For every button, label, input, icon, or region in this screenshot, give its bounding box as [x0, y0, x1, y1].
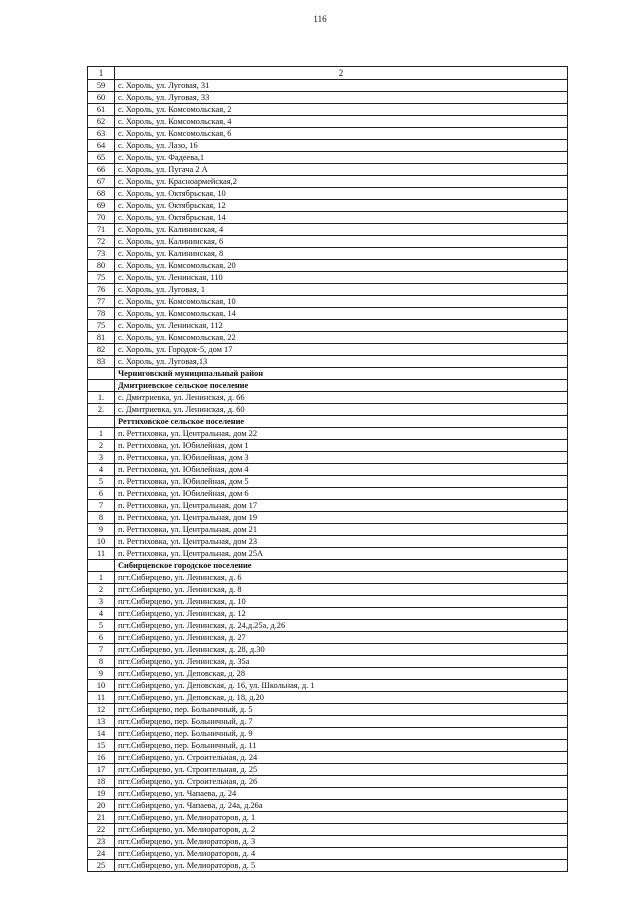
- table-row: [88, 776, 568, 788]
- page-number: 116: [313, 14, 327, 24]
- address-cell: с. Хороль, ул. Октябрьская, 14: [115, 212, 568, 224]
- table-row: [88, 596, 568, 608]
- table-row: [88, 656, 568, 668]
- address-cell: с. Дмитриевка, ул. Ленинская, д. 60: [115, 404, 568, 416]
- row-number: [88, 560, 115, 572]
- row-number: 12: [88, 704, 115, 716]
- address-cell: с. Хороль, ул. Городок-5, дом 17: [115, 344, 568, 356]
- row-number: 77: [88, 296, 115, 308]
- table-row: [88, 488, 568, 500]
- table-row: [88, 452, 568, 464]
- address-cell: с. Хороль, ул. Ленинская, 112: [115, 320, 568, 332]
- address-cell: пгт.Сибирцево, ул. Ленинская, д. 28, д.30: [115, 644, 568, 656]
- row-number: 7: [88, 644, 115, 656]
- table-row: [88, 308, 568, 320]
- table-row: [88, 188, 568, 200]
- address-cell: с. Хороль, ул. Комсомольская, 4: [115, 116, 568, 128]
- row-number: 60: [88, 92, 115, 104]
- table-row: [88, 632, 568, 644]
- address-cell: пгт.Сибирцево, ул. Мелиораторов, д. 5: [115, 860, 568, 872]
- address-cell: с. Дмитриевка, ул. Ленинская, д. 66: [115, 392, 568, 404]
- row-number: 1.: [88, 392, 115, 404]
- table-row: [88, 824, 568, 836]
- address-cell: пгт.Сибирцево, ул. Деповская, д. 16, ул. Школьная, д. 1: [115, 680, 568, 692]
- row-number: 5: [88, 476, 115, 488]
- section-heading: Сибирцевское городское поселение: [115, 560, 568, 572]
- table-row: [88, 860, 568, 872]
- table-row: [88, 92, 568, 104]
- table-row: [88, 620, 568, 632]
- address-cell: п. Реттиховка, ул. Юбилейная, дом 6: [115, 488, 568, 500]
- table-row: [88, 428, 568, 440]
- table-row: [88, 512, 568, 524]
- row-number: 2: [88, 440, 115, 452]
- table-row: [88, 296, 568, 308]
- row-number: 8: [88, 512, 115, 524]
- row-number: 3: [88, 452, 115, 464]
- table-header-row: [88, 67, 568, 80]
- address-cell: п. Реттиховка, ул. Центральная, дом 23: [115, 536, 568, 548]
- address-cell: пгт.Сибирцево, ул. Ленинская, д. 27: [115, 632, 568, 644]
- address-cell: с. Хороль, ул. Лазо, 16: [115, 140, 568, 152]
- row-number: 8: [88, 656, 115, 668]
- table-row: [88, 212, 568, 224]
- address-cell: п. Реттиховка, ул. Центральная, дом 22: [115, 428, 568, 440]
- address-cell: пгт.Сибирцево, ул. Строительная, д. 25: [115, 764, 568, 776]
- row-number: 69: [88, 200, 115, 212]
- table-row: [88, 236, 568, 248]
- address-cell: с. Хороль, ул. Луговая, 1: [115, 284, 568, 296]
- column-header-address: 2: [115, 67, 568, 80]
- table-row: [88, 164, 568, 176]
- address-cell: п. Реттиховка, ул. Центральная, дом 25А: [115, 548, 568, 560]
- address-cell: пгт.Сибирцево, ул. Ленинская, д. 8: [115, 584, 568, 596]
- row-number: 17: [88, 764, 115, 776]
- address-cell: с. Хороль, ул. Комсомольская, 22: [115, 332, 568, 344]
- address-cell: с. Хороль, ул. Комсомольская, 20: [115, 260, 568, 272]
- table-row: [88, 548, 568, 560]
- section-heading: Реттиховское сельское поселение: [115, 416, 568, 428]
- table-row: [88, 668, 568, 680]
- table-row: [88, 812, 568, 824]
- row-number: 7: [88, 500, 115, 512]
- address-cell: пгт.Сибирцево, ул. Мелиораторов, д. 4: [115, 848, 568, 860]
- address-cell: с. Хороль, ул. Октябрьская, 12: [115, 200, 568, 212]
- row-number: 1: [88, 572, 115, 584]
- row-number: 20: [88, 800, 115, 812]
- table-row: [88, 320, 568, 332]
- row-number: 4: [88, 464, 115, 476]
- table-row: [88, 740, 568, 752]
- table-row: [88, 752, 568, 764]
- address-cell: пгт.Сибирцево, ул. Чапаева, д. 24а, д.26а: [115, 800, 568, 812]
- address-cell: с. Хороль, ул. Луговая, 31: [115, 80, 568, 92]
- address-cell: с. Хороль, ул. Луговая,13: [115, 356, 568, 368]
- table-row: [88, 260, 568, 272]
- address-cell: пгт.Сибирцево, ул. Ленинская, д. 35а: [115, 656, 568, 668]
- row-number: 19: [88, 788, 115, 800]
- row-number: 3: [88, 596, 115, 608]
- table-row: [88, 536, 568, 548]
- row-number: 67: [88, 176, 115, 188]
- address-table: [87, 66, 568, 872]
- table-row: [88, 704, 568, 716]
- row-number: 4: [88, 608, 115, 620]
- row-number: 61: [88, 104, 115, 116]
- row-number: 6: [88, 632, 115, 644]
- table-row: [88, 176, 568, 188]
- row-number: 70: [88, 212, 115, 224]
- address-cell: с. Хороль, ул. Калининская, 6: [115, 236, 568, 248]
- row-number: 78: [88, 308, 115, 320]
- row-number: 10: [88, 680, 115, 692]
- address-cell: с. Хороль, ул. Комсомольская, 10: [115, 296, 568, 308]
- address-cell: пгт.Сибирцево, ул. Строительная, д. 26: [115, 776, 568, 788]
- table-row: [88, 404, 568, 416]
- table-row: [88, 332, 568, 344]
- row-number: 24: [88, 848, 115, 860]
- table-row: [88, 140, 568, 152]
- table-row: [88, 680, 568, 692]
- row-number: 65: [88, 152, 115, 164]
- row-number: 25: [88, 860, 115, 872]
- table-row: [88, 272, 568, 284]
- row-number: 68: [88, 188, 115, 200]
- table-row: [88, 248, 568, 260]
- row-number: 16: [88, 752, 115, 764]
- address-cell: пгт.Сибирцево, пер. Больничный, д. 9: [115, 728, 568, 740]
- table-row: [88, 356, 568, 368]
- row-number: 13: [88, 716, 115, 728]
- row-number: [88, 416, 115, 428]
- column-header-number: 1: [88, 67, 115, 80]
- row-number: 14: [88, 728, 115, 740]
- table-row: [88, 440, 568, 452]
- address-cell: пгт.Сибирцево, пер. Больничный, д. 11: [115, 740, 568, 752]
- row-number: 75: [88, 272, 115, 284]
- address-cell: с. Хороль, ул. Ленинская, 110: [115, 272, 568, 284]
- row-number: [88, 380, 115, 392]
- table-row: [88, 464, 568, 476]
- table-row: [88, 692, 568, 704]
- address-cell: пгт.Сибирцево, пер. Больничный, д. 7: [115, 716, 568, 728]
- table-row: [88, 224, 568, 236]
- table-row: [88, 476, 568, 488]
- address-cell: пгт.Сибирцево, ул. Мелиораторов, д. 3: [115, 836, 568, 848]
- table-row: [88, 608, 568, 620]
- section-heading: Дмитриевское сельское поселение: [115, 380, 568, 392]
- table-row: [88, 200, 568, 212]
- table-row: [88, 80, 568, 92]
- address-cell: пгт.Сибирцево, ул. Ленинская, д. 10: [115, 596, 568, 608]
- table-row: [88, 152, 568, 164]
- table-row: [88, 344, 568, 356]
- row-number: 21: [88, 812, 115, 824]
- table-row: [88, 392, 568, 404]
- table-row: [88, 848, 568, 860]
- row-number: 9: [88, 668, 115, 680]
- address-cell: п. Реттиховка, ул. Центральная, дом 17: [115, 500, 568, 512]
- table-row: [88, 116, 568, 128]
- section-heading-row: [88, 380, 568, 392]
- address-cell: с. Хороль, ул. Фадеева,1: [115, 152, 568, 164]
- row-number: 66: [88, 164, 115, 176]
- row-number: 76: [88, 284, 115, 296]
- address-cell: пгт.Сибирцево, пер. Больничный, д. 5: [115, 704, 568, 716]
- address-cell: п. Реттиховка, ул. Юбилейная, дом 1: [115, 440, 568, 452]
- table-row: [88, 764, 568, 776]
- section-heading-row: [88, 368, 568, 380]
- address-cell: пгт.Сибирцево, ул. Чапаева, д. 24: [115, 788, 568, 800]
- table-row: [88, 788, 568, 800]
- table-row: [88, 800, 568, 812]
- table-row: [88, 128, 568, 140]
- row-number: 71: [88, 224, 115, 236]
- row-number: 75: [88, 320, 115, 332]
- address-cell: с. Хороль, ул. Красноармейская,2: [115, 176, 568, 188]
- table-row: [88, 716, 568, 728]
- row-number: 64: [88, 140, 115, 152]
- address-cell: с. Хороль, ул. Октябрьская, 10: [115, 188, 568, 200]
- row-number: 9: [88, 524, 115, 536]
- section-heading-row: [88, 416, 568, 428]
- address-cell: пгт.Сибирцево, ул. Строительная, д. 24: [115, 752, 568, 764]
- row-number: 81: [88, 332, 115, 344]
- address-cell: п. Реттиховка, ул. Юбилейная, дом 5: [115, 476, 568, 488]
- row-number: 62: [88, 116, 115, 128]
- address-cell: с. Хороль, ул. Калининская, 8: [115, 248, 568, 260]
- row-number: 18: [88, 776, 115, 788]
- row-number: 59: [88, 80, 115, 92]
- row-number: 1: [88, 428, 115, 440]
- row-number: 6: [88, 488, 115, 500]
- table-row: [88, 104, 568, 116]
- address-cell: с. Хороль, ул. Комсомольская, 6: [115, 128, 568, 140]
- table-row: [88, 524, 568, 536]
- row-number: [88, 368, 115, 380]
- table-row: [88, 584, 568, 596]
- row-number: 2.: [88, 404, 115, 416]
- row-number: 82: [88, 344, 115, 356]
- address-cell: пгт.Сибирцево, ул. Мелиораторов, д. 1: [115, 812, 568, 824]
- address-cell: пгт.Сибирцево, ул. Ленинская, д. 6: [115, 572, 568, 584]
- row-number: 11: [88, 548, 115, 560]
- row-number: 72: [88, 236, 115, 248]
- row-number: 22: [88, 824, 115, 836]
- address-cell: п. Реттиховка, ул. Юбилейная, дом 3: [115, 452, 568, 464]
- row-number: 63: [88, 128, 115, 140]
- table-row: [88, 284, 568, 296]
- address-cell: с. Хороль, ул. Пугача 2 А: [115, 164, 568, 176]
- section-heading: Черниговский муниципальный район: [115, 368, 568, 380]
- address-cell: п. Реттиховка, ул. Центральная, дом 19: [115, 512, 568, 524]
- address-cell: с. Хороль, ул. Комсомольская, 14: [115, 308, 568, 320]
- table-row: [88, 500, 568, 512]
- address-cell: п. Реттиховка, ул. Юбилейная, дом 4: [115, 464, 568, 476]
- address-cell: с. Хороль, ул. Комсомольская, 2: [115, 104, 568, 116]
- section-heading-row: [88, 560, 568, 572]
- table-row: [88, 836, 568, 848]
- table-row: [88, 572, 568, 584]
- address-cell: пгт.Сибирцево, ул. Ленинская, д. 12: [115, 608, 568, 620]
- row-number: 11: [88, 692, 115, 704]
- address-cell: пгт.Сибирцево, ул. Деповская, д. 28: [115, 668, 568, 680]
- address-cell: с. Хороль, ул. Луговая, 33: [115, 92, 568, 104]
- row-number: 83: [88, 356, 115, 368]
- row-number: 10: [88, 536, 115, 548]
- row-number: 2: [88, 584, 115, 596]
- address-cell: с. Хороль, ул. Калининская, 4: [115, 224, 568, 236]
- row-number: 73: [88, 248, 115, 260]
- table-row: [88, 728, 568, 740]
- row-number: 80: [88, 260, 115, 272]
- row-number: 15: [88, 740, 115, 752]
- address-cell: п. Реттиховка, ул. Центральная, дом 21: [115, 524, 568, 536]
- address-cell: пгт.Сибирцево, ул. Деповская, д. 18, д.20: [115, 692, 568, 704]
- table-row: [88, 644, 568, 656]
- row-number: 23: [88, 836, 115, 848]
- address-cell: пгт.Сибирцево, ул. Ленинская, д. 24,д.25а, д.26: [115, 620, 568, 632]
- row-number: 5: [88, 620, 115, 632]
- address-cell: пгт.Сибирцево, ул. Мелиораторов, д. 2: [115, 824, 568, 836]
